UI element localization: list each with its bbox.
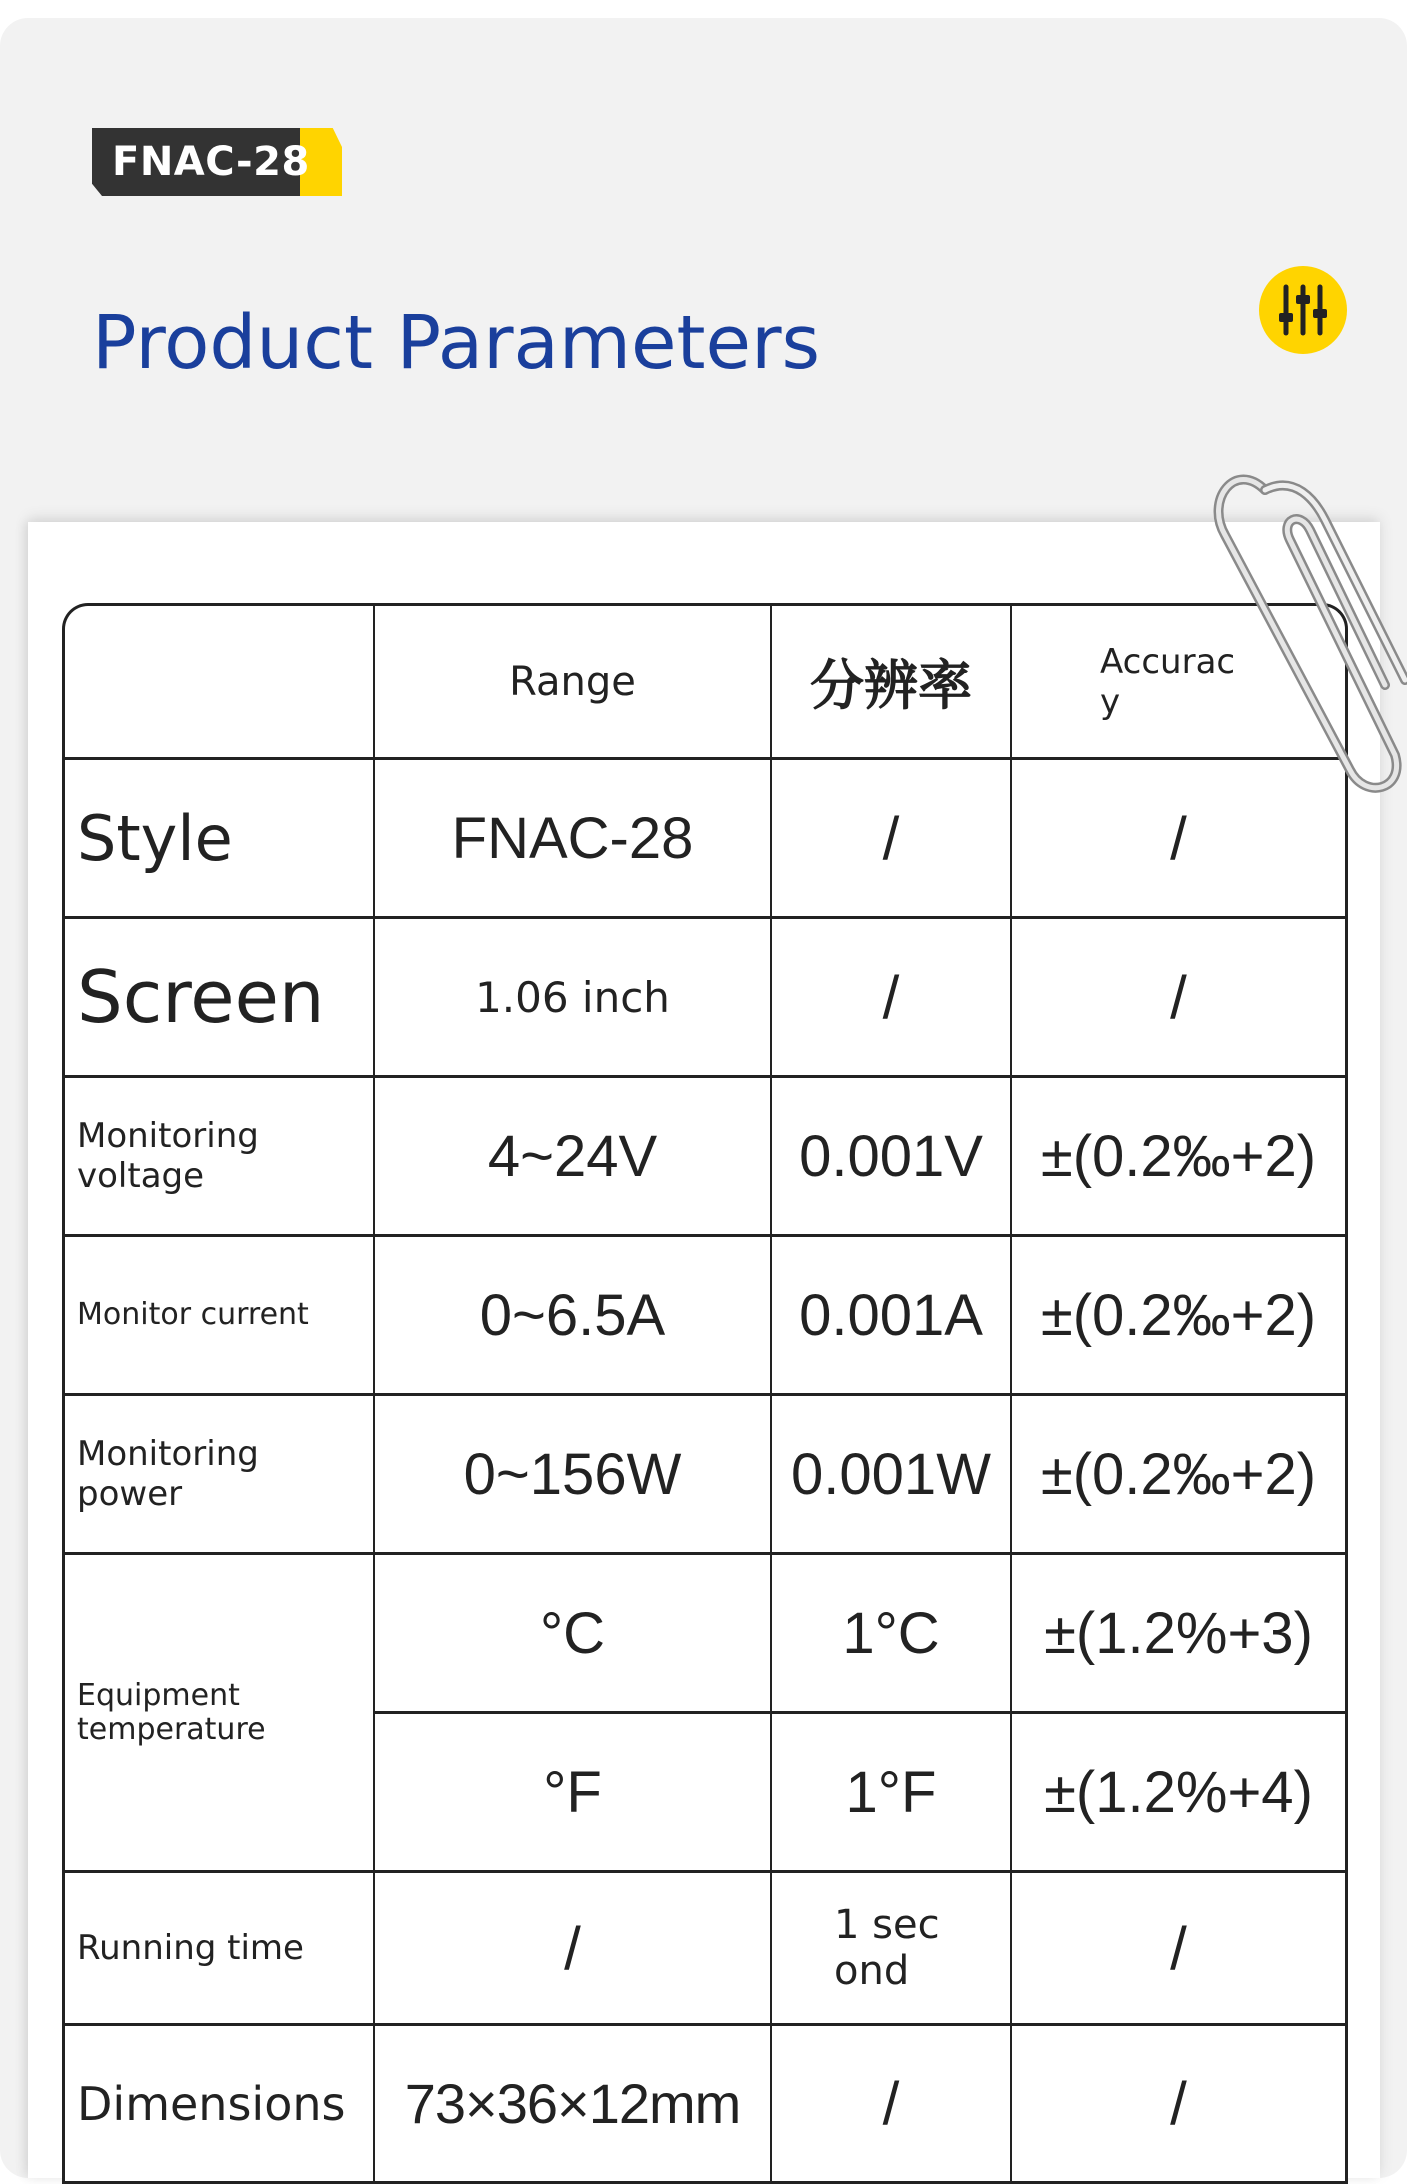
row-label-screen: Screen	[65, 919, 375, 1078]
voltage-range: 4~24V	[375, 1078, 772, 1237]
row-label-current: Monitor current	[65, 1237, 375, 1396]
temp-c-range: °C	[375, 1555, 772, 1714]
temp-f-accuracy: ±(1.2%+4)	[1012, 1714, 1345, 1873]
table-row-temp-c	[65, 1555, 1345, 1714]
voltage-resolution: 0.001V	[772, 1078, 1012, 1237]
table-row-running-time	[65, 1873, 1345, 2026]
running-resolution-line2: ond	[834, 1948, 910, 1994]
power-label-line2: power	[77, 1474, 183, 1514]
power-range: 0~156W	[375, 1396, 772, 1555]
row-label-power	[65, 1396, 375, 1555]
header-resolution: 分辨率	[772, 606, 1012, 760]
row-label-running-time: Running time	[65, 1873, 375, 2026]
temperature-label-line2: temperature	[77, 1711, 266, 1747]
screen-range: 1.06 inch	[375, 919, 772, 1078]
page-title: Product Parameters	[92, 300, 821, 386]
current-resolution: 0.001A	[772, 1237, 1012, 1396]
current-accuracy: ±(0.2‰+2)	[1012, 1237, 1345, 1396]
running-resolution-line1: 1 sec	[834, 1902, 940, 1948]
badge-label: FNAC-28	[112, 139, 310, 185]
temperature-label-line1: Equipment	[77, 1677, 240, 1713]
sliders-icon	[1258, 265, 1348, 355]
screen-accuracy: /	[1012, 919, 1345, 1078]
temp-f-range: °F	[375, 1714, 772, 1873]
table-row-screen	[65, 919, 1345, 1078]
table-row-current	[65, 1237, 1345, 1396]
voltage-label-line1: Monitoring	[77, 1116, 259, 1156]
current-range: 0~6.5A	[375, 1237, 772, 1396]
voltage-accuracy: ±(0.2‰+2)	[1012, 1078, 1345, 1237]
dimensions-resolution: /	[772, 2026, 1012, 2184]
dimensions-accuracy: /	[1012, 2026, 1345, 2184]
power-label-line1: Monitoring	[77, 1434, 259, 1474]
temp-c-accuracy: ±(1.2%+3)	[1012, 1555, 1345, 1714]
style-accuracy: /	[1012, 760, 1345, 919]
power-resolution: 0.001W	[772, 1396, 1012, 1555]
temp-c-resolution: 1°C	[772, 1555, 1012, 1714]
row-label-dimensions: Dimensions	[65, 2026, 375, 2184]
running-resolution	[772, 1873, 1012, 2026]
table-row-style	[65, 760, 1345, 919]
header-blank-cell	[65, 606, 375, 760]
paperclip-icon	[1195, 430, 1407, 830]
table-row-voltage	[65, 1078, 1345, 1237]
screen-resolution: /	[772, 919, 1012, 1078]
temp-f-resolution: 1°F	[772, 1714, 1012, 1873]
row-label-style: Style	[65, 760, 375, 919]
dimensions-range: 73×36×12mm	[375, 2026, 772, 2184]
parameters-table	[62, 603, 1348, 2184]
header-range: Range	[375, 606, 772, 760]
running-range: /	[375, 1873, 772, 2026]
row-label-voltage	[65, 1078, 375, 1237]
power-accuracy: ±(0.2‰+2)	[1012, 1396, 1345, 1555]
header-accuracy-line1: Accurac	[1100, 641, 1236, 682]
table-row-dimensions	[65, 2026, 1345, 2184]
header-accuracy-line2: y	[1100, 681, 1121, 722]
row-label-temperature	[65, 1555, 375, 1873]
table-row-power	[65, 1396, 1345, 1555]
voltage-label-line2: voltage	[77, 1156, 205, 1196]
style-resolution: /	[772, 760, 1012, 919]
table-header-row	[65, 606, 1345, 760]
model-badge	[92, 128, 342, 196]
style-range: FNAC-28	[375, 760, 772, 919]
running-accuracy: /	[1012, 1873, 1345, 2026]
